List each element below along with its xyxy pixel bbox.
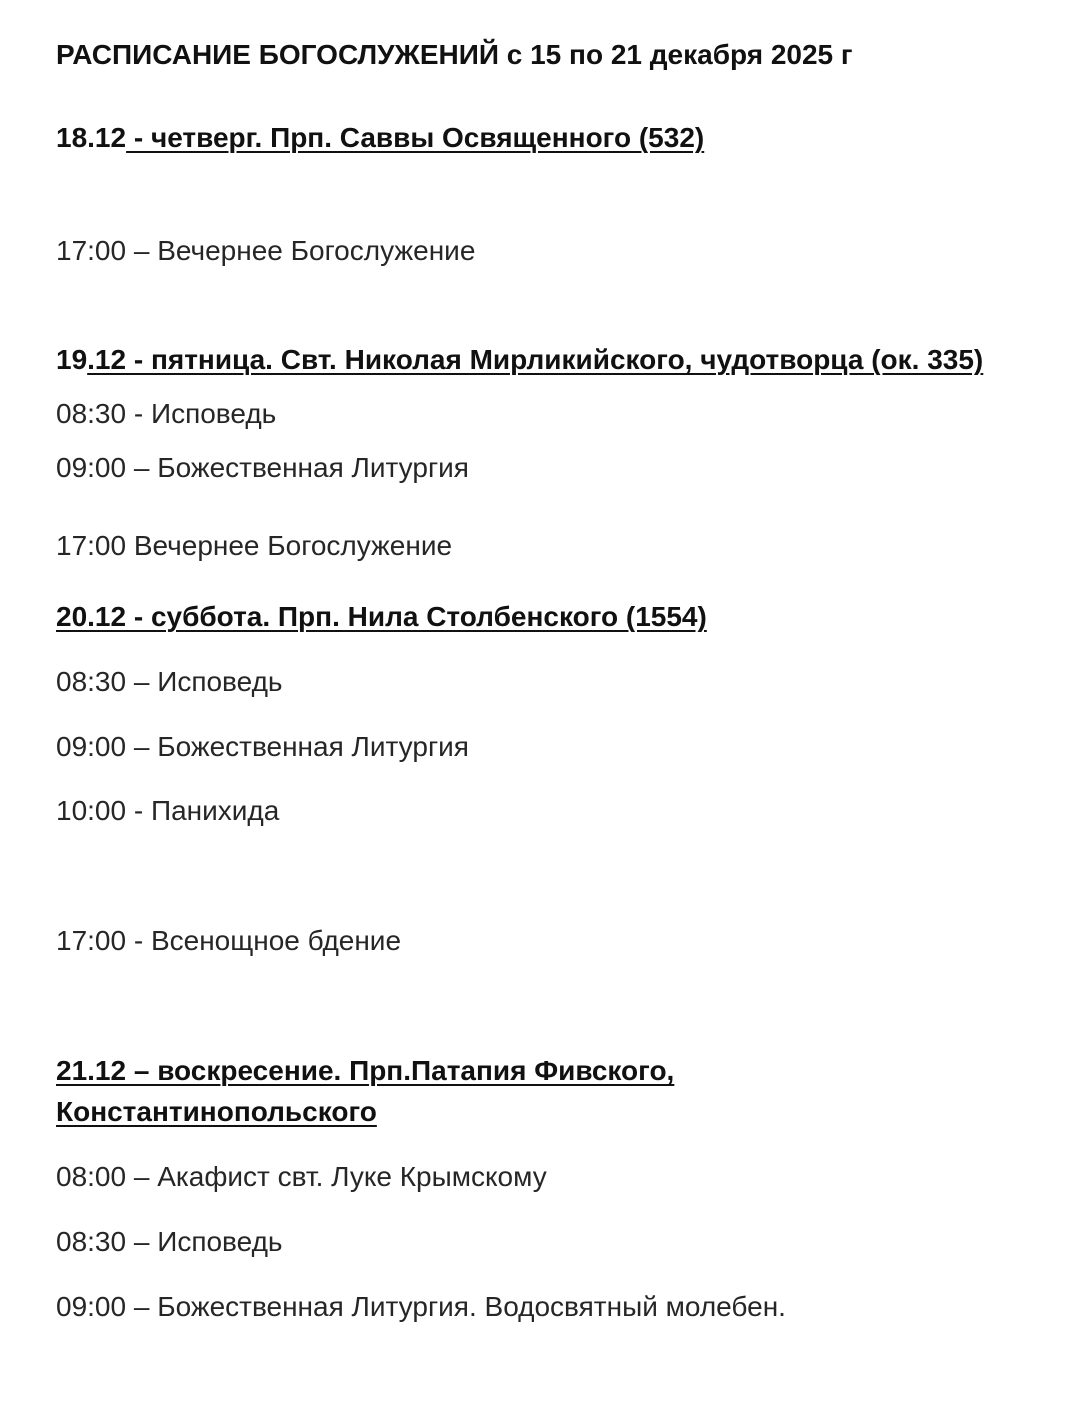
- service-item: 08:30 - Исповедь: [56, 398, 277, 429]
- service-item: 17:00 - Всенощное бдение: [56, 925, 402, 956]
- day-heading-18-12: [56, 121, 704, 155]
- day-heading-feast: .12 - пятница. Свт. Николая Мирликийского, чудотворца (ок. 335): [87, 344, 984, 375]
- day-heading-date: 19: [56, 344, 88, 375]
- day-heading-20-12: [56, 600, 707, 634]
- day-heading-feast: 21.12 – воскресение. Прп.Патапия Фивского,: [56, 1055, 675, 1086]
- service-item: 08:30 – Исповедь: [56, 666, 283, 697]
- service-item: 08:30 – Исповедь: [56, 1226, 283, 1257]
- page-title: РАСПИСАНИЕ БОГОСЛУЖЕНИЙ с 15 по 21 декабря 2025 г: [56, 39, 853, 70]
- day-heading-19-12: [56, 343, 983, 377]
- day-heading-continuation: [56, 1095, 377, 1129]
- day-heading-feast: 20.12 - суббота. Прп. Нила Столбенского (1554): [56, 601, 707, 632]
- service-item: 08:00 – Акафист свт. Луке Крымскому: [56, 1161, 547, 1192]
- service-item: 17:00 Вечернее Богослужение: [56, 530, 453, 561]
- service-item: 09:00 – Божественная Литургия. Водосвятный молебен.: [56, 1291, 786, 1322]
- service-item: 09:00 – Божественная Литургия: [56, 731, 469, 762]
- service-item: 17:00 – Вечернее Богослужение: [56, 235, 476, 266]
- day-heading-date: 18.12: [56, 122, 127, 153]
- day-heading-21-12: [56, 1054, 674, 1088]
- day-heading-feast: - четверг. Прп. Саввы Освященного (532): [126, 122, 705, 153]
- service-item: 09:00 – Божественная Литургия: [56, 452, 469, 483]
- day-heading-feast-line2: Константинопольского: [56, 1096, 377, 1127]
- service-item: 10:00 - Панихида: [56, 795, 280, 826]
